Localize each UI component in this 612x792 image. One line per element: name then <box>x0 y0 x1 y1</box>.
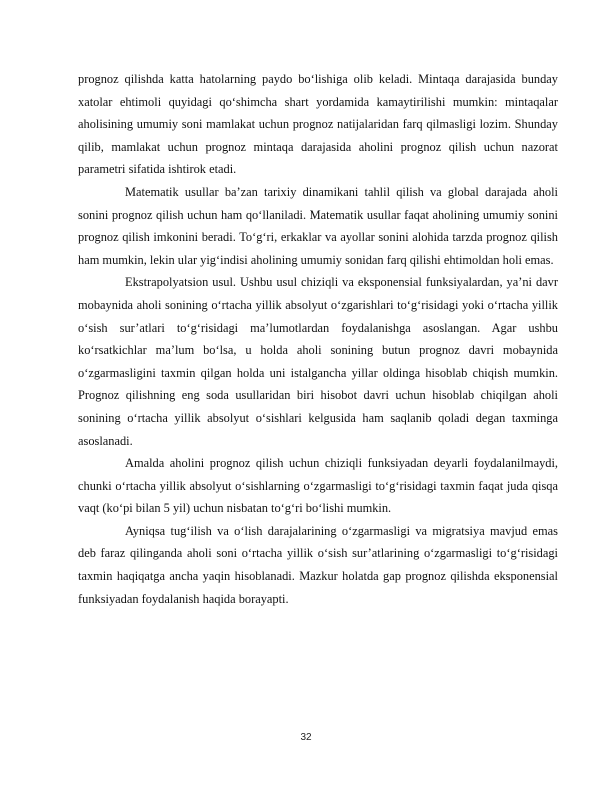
page-number: 32 <box>300 732 312 743</box>
paragraph-5: Ayniqsa tug‘ilish va o‘lish darajalarining o‘zgarmasligi va migratsiya mavjud emas deb faraz qilinganda aholi soni o‘rtacha yillik o‘sish sur’atlarining o‘zgarmasligi to‘g‘risidagi taxmin haqiqatga ancha yaqin hisoblanadi. Mazkur holatda gap prognoz qilishda eksponensial funksiyadan foydalanish haqida borayapti. <box>78 523 558 606</box>
paragraph-4: Amalda aholini prognoz qilish uchun chiziqli funksiyadan deyarli foydalanilmaydi, chunki o‘rtacha yillik absolyut o‘sishlarning o‘zgarmasligi to‘g‘risidagi taxmin faqat juda qisqa vaqt (ko‘pi bilan 5 yil) uchun nisbatan to‘g‘ri bo‘lishi mumkin. <box>78 456 558 516</box>
paragraph-3: Ekstrapolyatsion usul. Ushbu usul chiziqli va eksponensial funksiyalardan, ya’ni davr mobaynida aholi sonining o‘rtacha yillik absolyut o‘zgarishlari to‘g‘risidagi yoki o‘rtacha yillik o‘sish sur’atlari to‘g‘risidagi ma’lumotlardan foydalanishga asoslangan. Agar ushbu ko‘rsatkichlar ma’lum bo‘lsa, u holda aholi sonining butun prognoz davri mobaynida o‘zgarmasligini taxmin qilgan holda uni istalgancha yillar oldinga hisoblab chiqish mumkin. Prognoz qilishning eng soda usullaridan biri hisobot davri uchun hisoblab chiqilgan aholi sonining o‘rtacha yillik absolyut o‘sishlari kelgusida ham saqlanib qoladi degan taxminga asoslanadi. <box>78 275 558 448</box>
document-body <box>78 68 558 610</box>
paragraph-2: Matematik usullar ba’zan tarixiy dinamikani tahlil qilish va global darajada aholi sonini prognoz qilish uchun ham qo‘llaniladi. Matematik usullar faqat aholining umumiy sonini prognoz qilish imkonini beradi. To‘g‘ri, erkaklar va ayollar sonini alohida tarzda prognoz qilish ham mumkin, lekin ular yig‘indisi aholining umumiy sonidan farq qilishi ehtimoldan holi emas. <box>78 184 558 267</box>
paragraph-1: prognoz qilishda katta hatolarning paydo bo‘lishiga olib keladi. Mintaqa darajasida bunday xatolar ehtimoli quyidagi qo‘shimcha shart yordamida kamaytirilishi mumkin: mintaqalar aholisining umumiy soni mamlakat uchun prognoz natijalaridan farq qilmasligi lozim. Shunday qilib, mamlakat uchun prognoz mintaqa darajasida aholini prognoz qilish uchun nazorat parametri sifatida ishtirok etadi. <box>78 72 558 177</box>
